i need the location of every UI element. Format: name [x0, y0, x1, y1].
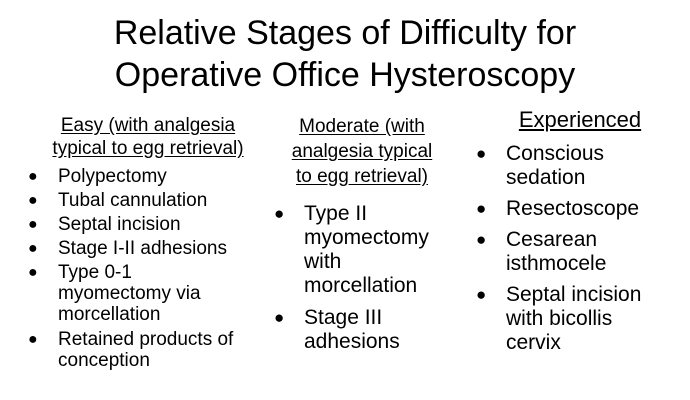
column-heading-easy [28, 114, 268, 160]
list-item [470, 283, 680, 355]
list-item-line: Conscious [506, 142, 605, 165]
list-item-text [58, 166, 280, 187]
list-item-line: Stage III [304, 306, 383, 329]
bullet-icon: ● [476, 199, 487, 218]
list-item-text [58, 214, 280, 235]
list-item [272, 202, 452, 298]
list-item-line: Type 0-1 [58, 262, 132, 283]
slide-title [0, 12, 690, 96]
column-heading-line: analgesia typical [291, 141, 433, 162]
list-item [20, 166, 280, 187]
bullet-list-easy [20, 166, 280, 374]
list-item-line: conception [58, 350, 150, 371]
bullet-list-experienced [470, 142, 680, 362]
list-item [272, 306, 452, 354]
list-item-text [304, 306, 452, 354]
bullet-icon: ● [28, 216, 38, 233]
list-item-line: Tubal cannulation [58, 190, 208, 211]
bullet-icon: ● [28, 168, 38, 185]
list-item-line: myomectomy [304, 226, 429, 249]
column-heading-line: Experienced [518, 107, 642, 132]
list-item-text [506, 228, 680, 276]
list-item-line: morcellation [304, 274, 418, 297]
list-item [20, 329, 280, 371]
list-item-line: Cesarean [506, 228, 598, 251]
column-heading-moderate [277, 114, 447, 189]
list-item-line: Type II [304, 202, 368, 225]
list-item [470, 142, 680, 190]
list-item-text [506, 283, 680, 355]
list-item-line: Resectoscope [506, 197, 640, 220]
bullet-icon: ● [274, 308, 285, 327]
list-item-line: Septal incision [58, 214, 181, 235]
list-item [20, 238, 280, 259]
bullet-icon: ● [28, 240, 38, 257]
list-item-text [506, 197, 680, 221]
list-item-line: adhesions [304, 330, 400, 353]
column-heading-experienced [510, 106, 650, 134]
list-item-line: sedation [506, 166, 586, 189]
list-item-line: with bicollis [506, 307, 613, 330]
column-heading-line: Easy (with analgesia [60, 115, 236, 136]
list-item-text [304, 202, 452, 298]
bullet-icon: ● [28, 192, 38, 209]
list-item-line: isthmocele [506, 252, 607, 275]
list-item [470, 197, 680, 221]
bullet-icon: ● [28, 264, 38, 281]
list-item-text [58, 238, 280, 259]
list-item-line: Polypectomy [58, 166, 167, 187]
list-item [20, 214, 280, 235]
slide-title-line-2: Operative Office Hysteroscopy [114, 56, 576, 94]
list-item-text [506, 142, 680, 190]
list-item-line: myomectomy via [58, 283, 201, 304]
column-heading-line: typical to egg retrieval) [52, 138, 244, 159]
list-item-line: morcellation [58, 304, 161, 325]
bullet-icon: ● [476, 144, 487, 163]
list-item-line: cervix [506, 331, 561, 354]
bullet-icon: ● [28, 331, 38, 348]
column-heading-line: Moderate (with [299, 116, 425, 137]
list-item [20, 190, 280, 211]
bullet-icon: ● [476, 230, 487, 249]
bullet-icon: ● [476, 285, 487, 304]
list-item [20, 262, 280, 325]
list-item-text [58, 190, 280, 211]
list-item-line: Stage I-II adhesions [58, 238, 227, 259]
list-item-line: with [304, 250, 342, 273]
bullet-list-moderate [272, 202, 452, 362]
column-heading-line: to egg retrieval) [295, 166, 428, 187]
bullet-icon: ● [274, 204, 285, 223]
list-item-line: Retained products of [58, 329, 234, 350]
list-item-text [58, 262, 280, 325]
slide-title-line-1: Relative Stages of Difficulty for [113, 14, 577, 52]
list-item-line: Septal incision [506, 283, 642, 306]
list-item-text [58, 329, 280, 371]
list-item [470, 228, 680, 276]
